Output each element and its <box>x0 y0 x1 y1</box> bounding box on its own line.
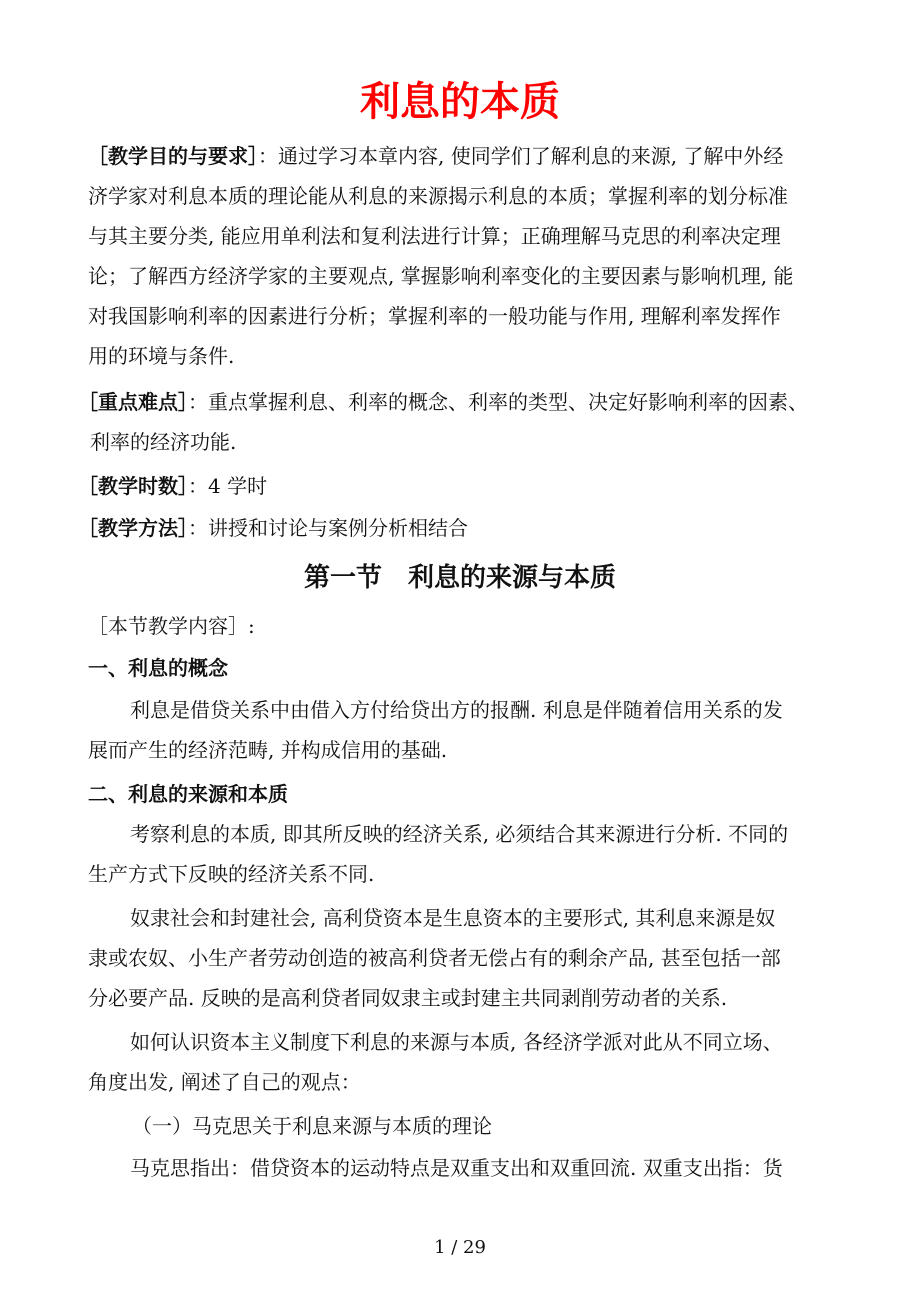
key-points-label: ［重点难点］ <box>78 390 188 414</box>
paragraph-line: 马克思指出：借贷资本的运动特点是双重支出和双重回流. 双重支出指：货 <box>130 1156 783 1180</box>
hours-value: ：4 学时 <box>188 474 268 498</box>
objectives-line: 对我国影响利率的因素进行分析；掌握利率的一般功能与作用, 理解利率发挥作 <box>88 304 781 328</box>
paragraph-usury <box>88 898 838 1018</box>
section-title: 第一节 利息的来源与本质 <box>303 563 616 593</box>
paragraph-line: 角度出发, 阐述了自己的观点： <box>88 1070 361 1094</box>
paragraph-marx <box>88 1148 838 1188</box>
objectives-line: 与其主要分类, 能应用单利法和复利法进行计算；正确理解马克思的利率决定理 <box>88 224 781 248</box>
subheading-marx <box>88 1106 838 1146</box>
objectives-line: ：通过学习本章内容, 使同学们了解利息的来源, 了解中外经 <box>258 144 784 168</box>
key-points-line: 利率的经济功能. <box>90 430 237 454</box>
heading-interest-source: 二、利息的来源和本质 <box>88 782 288 806</box>
paragraph-line: 生产方式下反映的经济关系不同. <box>88 862 375 886</box>
paragraph-line: 分必要产品. 反映的是高利贷者同奴隶主或封建主共同剥削劳动者的关系. <box>88 986 728 1010</box>
key-points-paragraph <box>78 382 828 462</box>
objectives-line: 用的环境与条件. <box>88 344 235 368</box>
page-title: 利息的本质 <box>360 79 560 125</box>
hours-label: ［教学时数］ <box>78 474 188 498</box>
method-paragraph <box>78 508 828 548</box>
paragraph-interest-definition <box>88 690 838 770</box>
paragraph-essence <box>88 814 838 894</box>
objectives-line: 济学家对利息本质的理论能从利息的来源揭示利息的本质；掌握利率的划分标准 <box>88 184 788 208</box>
paragraph-line: 展而产生的经济范畴, 并构成信用的基础. <box>88 738 448 762</box>
paragraph-line: 利息是借贷关系中由借入方付给贷出方的报酬. 利息是伴随着信用关系的发 <box>130 698 783 722</box>
objectives-paragraph <box>88 136 838 376</box>
paragraph-line: 隶或农奴、小生产者劳动创造的被高利贷者无偿占有的剩余产品, 甚至包括一部 <box>88 946 781 970</box>
paragraph-capitalism <box>88 1022 838 1102</box>
heading-interest-concept: 一、利息的概念 <box>88 656 228 680</box>
method-value: ：讲授和讨论与案例分析相结合 <box>188 516 468 540</box>
paragraph-line: 奴隶社会和封建社会, 高利贷资本是生息资本的主要形式, 其利息来源是奴 <box>130 906 776 930</box>
section-content-label: ［本节教学内容］: <box>88 614 255 638</box>
objectives-line: 论；了解西方经济学家的主要观点, 掌握影响利率变化的主要因素与影响机理, 能 <box>88 264 794 288</box>
objectives-label: ［教学目的与要求］ <box>88 144 258 168</box>
key-points-line: ：重点掌握利息、利率的概念、利率的类型、决定好影响利率的因素、 <box>188 390 808 414</box>
subheading-text: （一）马克思关于利息来源与本质的理论 <box>132 1114 492 1138</box>
paragraph-line: 考察利息的本质, 即其所反映的经济关系, 必须结合其来源进行分析. 不同的 <box>130 822 789 846</box>
hours-paragraph <box>78 466 828 506</box>
method-label: ［教学方法］ <box>78 516 188 540</box>
paragraph-line: 如何认识资本主义制度下利息的来源与本质, 各经济学派对此从不同立场、 <box>130 1030 783 1054</box>
page-number: 1 / 29 <box>434 1237 486 1258</box>
